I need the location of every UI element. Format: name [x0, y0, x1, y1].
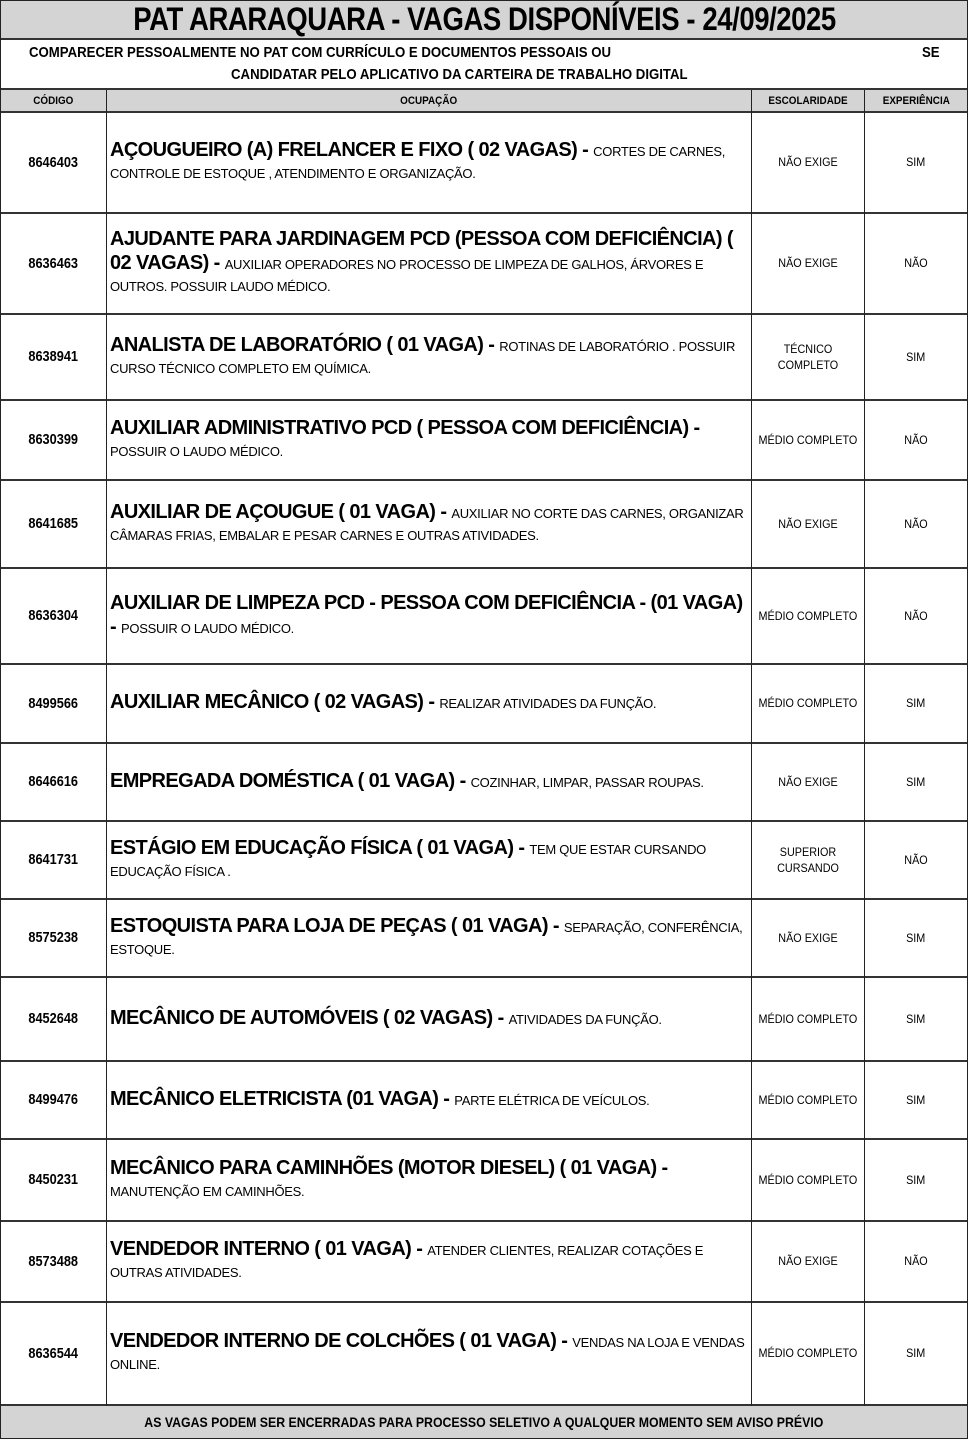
education-cell — [752, 568, 864, 663]
occupation-cell — [107, 1061, 750, 1138]
education-cell — [752, 1061, 864, 1138]
occupation-title: MECÂNICO ELETRICISTA (01 VAGA) - — [110, 1087, 455, 1110]
occupation-description: PARTE ELÉTRICA DE VEÍCULOS. — [454, 1092, 650, 1108]
table-row — [1, 743, 967, 822]
column-divider — [751, 90, 752, 1406]
column-header-row — [1, 90, 967, 113]
education-value: NÃO EXIGE — [778, 1254, 838, 1268]
page-title: PAT ARARAQUARA - VAGAS DISPONÍVEIS - 24/09/2025 — [132, 1, 836, 37]
education-cell — [752, 821, 864, 898]
experience-value: SIM — [906, 1172, 926, 1187]
column-header-occupation — [107, 90, 751, 111]
occupation-title: VENDEDOR INTERNO ( 01 VAGA) - — [110, 1238, 428, 1260]
experience-value: NÃO — [904, 432, 928, 447]
experience-cell — [865, 1221, 967, 1301]
job-code: 8575238 — [28, 929, 79, 946]
experience-cell — [865, 899, 967, 976]
occupation-cell — [107, 1302, 750, 1404]
education-cell — [752, 213, 864, 313]
occupation-description: SEPARAÇÃO, CONFERÊNCIA, ESTOQUE. — [110, 919, 743, 957]
occupation-text — [110, 1157, 750, 1203]
occupation-description: CORTES DE CARNES, CONTROLE DE ESTOQUE , ATENDIMENTO E ORGANIZAÇÃO. — [110, 144, 726, 181]
occupation-text — [110, 592, 750, 640]
occupation-text — [110, 837, 750, 883]
occupation-description: AUXILIAR OPERADORES NO PROCESSO DE LIMPEZA DE GALHOS, ÁRVORES E OUTROS. POSSUIR LAUDO MÉDICO. — [110, 257, 704, 294]
education-value: MÉDIO COMPLETO — [758, 608, 858, 623]
education-value: NÃO EXIGE — [778, 774, 838, 789]
education-value: TÉCNICO COMPLETO — [777, 341, 839, 372]
occupation-title: EMPREGADA DOMÉSTICA ( 01 VAGA) - — [110, 769, 471, 792]
occupation-title: AUXILIAR DE AÇOUGUE ( 01 VAGA) - — [110, 500, 452, 523]
table-row — [1, 1061, 967, 1140]
experience-cell — [865, 568, 967, 663]
experience-value: SIM — [906, 930, 926, 945]
education-cell — [752, 314, 864, 399]
education-cell — [752, 400, 864, 479]
column-header-occupation-label: OCUPAÇÃO — [400, 94, 458, 107]
experience-value: SIM — [906, 1092, 926, 1107]
education-cell — [752, 1139, 864, 1220]
job-code: 8638941 — [28, 348, 79, 365]
occupation-cell — [107, 400, 750, 479]
job-code-cell — [1, 314, 106, 399]
occupation-cell — [107, 568, 750, 663]
job-code-cell — [1, 1139, 106, 1220]
table-row — [1, 400, 967, 481]
occupation-cell — [107, 664, 750, 742]
job-code: 8641685 — [28, 515, 79, 532]
education-value: NÃO EXIGE — [778, 155, 838, 169]
occupation-text — [110, 228, 750, 298]
job-code: 8646616 — [28, 773, 79, 790]
education-cell — [752, 1302, 864, 1404]
occupation-text — [110, 417, 750, 463]
experience-cell — [865, 112, 967, 212]
job-code-cell — [1, 743, 106, 820]
occupation-cell — [107, 480, 750, 567]
occupation-title: AJUDANTE PARA JARDINAGEM PCD (PESSOA COM DEFICIÊNCIA) ( 02 VAGAS) - — [110, 228, 733, 274]
education-value: MÉDIO COMPLETO — [758, 1346, 858, 1360]
occupation-cell — [107, 314, 750, 399]
column-divider — [106, 90, 107, 1406]
title-band — [1, 1, 967, 40]
education-value: MÉDIO COMPLETO — [758, 1172, 858, 1187]
occupation-title: MECÂNICO PARA CAMINHÕES (MOTOR DIESEL) ( 01 VAGA) - — [110, 1156, 668, 1179]
experience-cell — [865, 480, 967, 567]
table-row — [1, 1139, 967, 1222]
occupation-description: TEM QUE ESTAR CURSANDO EDUCAÇÃO FÍSICA . — [110, 841, 706, 879]
table-row — [1, 568, 967, 665]
experience-cell — [865, 1139, 967, 1220]
job-code: 8636304 — [28, 607, 79, 624]
education-cell — [752, 977, 864, 1060]
experience-cell — [865, 1061, 967, 1138]
job-code: 8573488 — [28, 1252, 79, 1270]
job-code-cell — [1, 112, 106, 212]
experience-value: NÃO — [904, 516, 928, 531]
occupation-description: REALIZAR ATIVIDADES DA FUNÇÃO. — [439, 696, 657, 711]
column-header-code-label: CÓDIGO — [33, 94, 74, 107]
instruction-line-1: COMPARECER PESSOALMENTE NO PAT COM CURRÍCULO E DOCUMENTOS PESSOAIS OU — [29, 44, 612, 61]
occupation-cell — [107, 112, 750, 212]
experience-value: NÃO — [904, 608, 928, 623]
occupation-title: ESTOQUISTA PARA LOJA DE PEÇAS ( 01 VAGA) - — [110, 914, 564, 937]
table-row — [1, 1302, 967, 1406]
occupation-text — [110, 334, 750, 380]
table-row — [1, 314, 967, 401]
occupation-text — [110, 770, 750, 794]
job-code-cell — [1, 977, 106, 1060]
instruction-se: SE — [922, 44, 940, 61]
job-code-cell — [1, 1061, 106, 1138]
occupation-description: POSSUIR O LAUDO MÉDICO. — [110, 443, 283, 459]
job-code: 8641731 — [28, 851, 79, 868]
education-value: SUPERIOR CURSANDO — [777, 844, 839, 875]
column-header-education — [752, 90, 864, 111]
occupation-cell — [107, 743, 750, 820]
occupation-cell — [107, 977, 750, 1060]
occupation-cell — [107, 1221, 750, 1301]
job-code: 8646403 — [28, 153, 79, 171]
job-code: 8452648 — [28, 1010, 79, 1027]
occupation-description: ROTINAS DE LABORATÓRIO . POSSUIR CURSO TÉCNICO COMPLETO EM QUÍMICA. — [110, 338, 736, 376]
job-code: 8636463 — [28, 254, 79, 272]
education-value: NÃO EXIGE — [778, 930, 838, 945]
table-row — [1, 977, 967, 1062]
job-code-cell — [1, 664, 106, 742]
occupation-title: AÇOUGUEIRO (A) FRELANCER E FIXO ( 02 VAGAS) - — [110, 139, 594, 161]
table-row — [1, 664, 967, 744]
education-value: MÉDIO COMPLETO — [758, 1092, 858, 1107]
education-value: NÃO EXIGE — [778, 256, 838, 270]
column-header-education-label: ESCOLARIDADE — [768, 94, 848, 107]
job-code-cell — [1, 1221, 106, 1301]
job-code-cell — [1, 480, 106, 567]
occupation-text — [110, 1238, 750, 1284]
experience-value: SIM — [906, 1011, 926, 1026]
experience-value: NÃO — [904, 1254, 928, 1268]
occupation-cell — [107, 899, 750, 976]
job-code: 8630399 — [28, 431, 79, 448]
column-header-code — [1, 90, 106, 111]
occupation-description: ATIVIDADES DA FUNÇÃO. — [508, 1011, 662, 1027]
occupation-text — [110, 139, 750, 185]
table-row — [1, 480, 967, 569]
table-row — [1, 821, 967, 900]
occupation-description: VENDAS NA LOJA E VENDAS ONLINE. — [110, 1335, 745, 1372]
experience-value: SIM — [906, 774, 926, 789]
experience-cell — [865, 400, 967, 479]
experience-cell — [865, 977, 967, 1060]
job-code-cell — [1, 400, 106, 479]
table-row — [1, 213, 967, 315]
education-cell — [752, 1221, 864, 1301]
occupation-description: COZINHAR, LIMPAR, PASSAR ROUPAS. — [470, 774, 704, 790]
experience-value: SIM — [906, 349, 926, 364]
occupation-title: VENDEDOR INTERNO DE COLCHÕES ( 01 VAGA) - — [110, 1330, 573, 1352]
job-code-cell — [1, 1302, 106, 1404]
job-code: 8499566 — [28, 694, 79, 712]
experience-cell — [865, 743, 967, 820]
job-code: 8499476 — [28, 1091, 79, 1108]
education-cell — [752, 899, 864, 976]
occupation-text — [110, 915, 750, 961]
occupation-text — [110, 1007, 750, 1031]
occupation-description: POSSUIR O LAUDO MÉDICO. — [121, 620, 294, 636]
experience-value: NÃO — [904, 852, 928, 867]
job-code: 8450231 — [28, 1171, 79, 1188]
job-code: 8636544 — [28, 1344, 79, 1362]
occupation-cell — [107, 1139, 750, 1220]
footer-notice-band — [1, 1406, 967, 1438]
education-value: MÉDIO COMPLETO — [758, 432, 858, 447]
experience-value: SIM — [906, 155, 926, 169]
occupation-cell — [107, 821, 750, 898]
experience-value: SIM — [906, 1346, 926, 1360]
occupation-title: ANALISTA DE LABORATÓRIO ( 01 VAGA) - — [110, 333, 500, 356]
experience-cell — [865, 664, 967, 742]
job-code-cell — [1, 821, 106, 898]
education-value: MÉDIO COMPLETO — [758, 1011, 858, 1026]
column-header-experience — [865, 90, 967, 111]
job-code-cell — [1, 213, 106, 313]
education-cell — [752, 112, 864, 212]
column-divider — [864, 90, 865, 1406]
experience-cell — [865, 1302, 967, 1404]
occupation-title: AUXILIAR ADMINISTRATIVO PCD ( PESSOA COM DEFICIÊNCIA) - — [110, 416, 700, 439]
table-row — [1, 112, 967, 214]
experience-cell — [865, 314, 967, 399]
occupation-cell — [107, 213, 750, 313]
experience-value: NÃO — [904, 256, 928, 270]
footer-notice: AS VAGAS PODEM SER ENCERRADAS PARA PROCESSO SELETIVO A QUALQUER MOMENTO SEM AVISO PRÉVIO — [144, 1414, 824, 1430]
table-row — [1, 899, 967, 978]
job-code-cell — [1, 568, 106, 663]
instruction-line-2: CANDIDATAR PELO APLICATIVO DA CARTEIRA DE TRABALHO DIGITAL — [231, 66, 688, 83]
occupation-title: AUXILIAR MECÂNICO ( 02 VAGAS) - — [110, 691, 440, 713]
education-cell — [752, 743, 864, 820]
occupation-title: MECÂNICO DE AUTOMÓVEIS ( 02 VAGAS) - — [110, 1006, 509, 1029]
experience-cell — [865, 821, 967, 898]
education-cell — [752, 664, 864, 742]
occupation-title: ESTÁGIO EM EDUCAÇÃO FÍSICA ( 01 VAGA) - — [110, 836, 530, 859]
experience-cell — [865, 213, 967, 313]
occupation-text — [110, 501, 750, 547]
occupation-description: MANUTENÇÃO EM CAMINHÕES. — [110, 1183, 305, 1199]
occupation-text — [110, 1330, 750, 1376]
experience-value: SIM — [906, 696, 926, 710]
education-cell — [752, 480, 864, 567]
occupation-text — [110, 691, 750, 715]
column-header-experience-label: EXPERIÊNCIA — [882, 94, 950, 107]
occupation-description: ATENDER CLIENTES, REALIZAR COTAÇÕES E OUTRAS ATIVIDADES. — [110, 1243, 704, 1280]
education-value: MÉDIO COMPLETO — [758, 696, 858, 710]
table-row — [1, 1221, 967, 1303]
occupation-text — [110, 1088, 750, 1112]
job-code-cell — [1, 899, 106, 976]
occupation-title: AUXILIAR DE LIMPEZA PCD - PESSOA COM DEFICIÊNCIA - (01 VAGA) - — [110, 591, 743, 638]
instructions — [1, 40, 967, 90]
education-value: NÃO EXIGE — [778, 516, 838, 531]
occupation-description: AUXILIAR NO CORTE DAS CARNES, ORGANIZAR CÂMARAS FRIAS, EMBALAR E PESAR CARNES E OUTRAS ATIVIDADES. — [110, 505, 744, 543]
